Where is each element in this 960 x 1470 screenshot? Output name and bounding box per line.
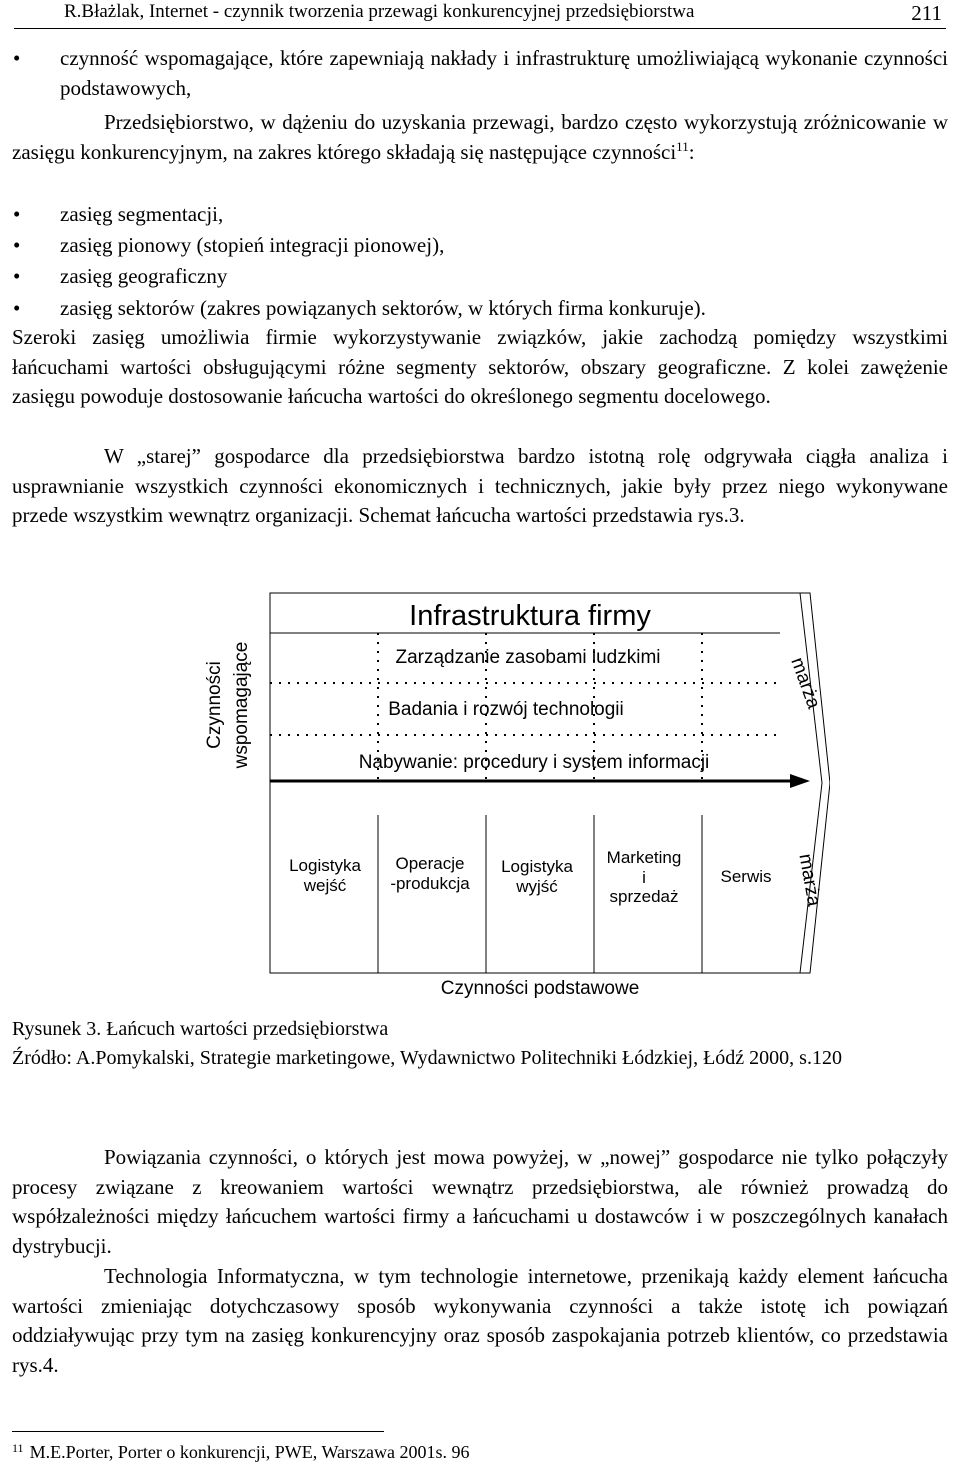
primary-activities-label: Czynności podstawowe — [440, 978, 640, 999]
footnote-mark: 11 — [12, 1441, 24, 1455]
paragraph-wide-scope: Szeroki zasięg umożliwia firmie wykorzystywanie związków, jakie zachodzą pomiędzy wszystkimi łańcuchami wartości obsługującymi różne segmenty sektorów, obszary geograficzne. Z kolei zawężenie zasięgu powoduje dostosowanie łańcucha wartości do określonego segmentu docelowego. — [12, 325, 948, 408]
primary-activity-label: Logistyka — [289, 856, 361, 875]
bullet-support-activities: czynność wspomagające, które zapewniają nakłady i infrastrukturę umożliwiającą wykonanie czynności podstawowych, — [60, 46, 948, 100]
paragraph-old-economy: W „starej” gospodarce dla przedsiębiorstwa bardzo istotną rolę odgrywała ciągła analiza i usprawnianie wszystkich czynności ekonomicznych i technicznych, jakie były przez niego wykonywane przede wszystkim wewnątrz organizacji. Schemat łańcucha wartości przedstawia rys.3. — [12, 444, 948, 527]
page-number: 211 — [911, 1, 942, 25]
chain-arrowhead — [790, 774, 810, 788]
margin-label-bottom: marża — [794, 852, 825, 908]
footnote — [12, 1441, 469, 1463]
hr-label: Zarządzanie zasobami ludzkimi — [395, 647, 661, 668]
primary-activity-label: i — [642, 868, 646, 887]
primary-activity-label: Serwis — [720, 867, 772, 886]
bullet-icon: • — [13, 264, 21, 288]
bullet-icon: • — [13, 233, 21, 257]
scope-item: zasięg segmentacji, — [60, 202, 224, 226]
margin-label-top: marża — [786, 654, 825, 712]
primary-activity-label: -produkcja — [390, 874, 470, 893]
bullet-icon: • — [13, 202, 21, 226]
primary-activity-label: Operacje — [395, 854, 465, 873]
scope-item: zasięg pionowy (stopień integracji pionowej), — [60, 233, 445, 257]
primary-activity-label: wejść — [303, 876, 347, 895]
figure-source: Źródło: A.Pomykalski, Strategie marketingowe, Wydawnictwo Politechniki Łódzkiej, Łódź 2000, s.120 — [12, 1047, 842, 1069]
bullet-icon: • — [13, 46, 21, 70]
paragraph-scope-intro-end: : — [688, 139, 695, 164]
footnote-text: M.E.Porter, Porter o konkurencji, PWE, Warszawa 2001s. 96 — [29, 1442, 470, 1462]
figure-caption: Rysunek 3. Łańcuch wartości przedsiębiorstwa — [12, 1018, 389, 1040]
primary-activity-label: Logistyka — [501, 857, 573, 876]
footnote-ref: 11 — [676, 138, 689, 154]
infrastructure-label: Infrastruktura firmy — [409, 600, 651, 632]
support-activities-label-line2: wspomagające — [231, 641, 252, 769]
primary-activity-label: wyjść — [516, 877, 558, 896]
support-activities-label-line1: Czynności — [204, 661, 225, 749]
paragraph-new-economy: Powiązania czynności, o których jest mowa powyżej, w „nowej” gospodarce nie tylko połączyły procesy związane z kreowaniem wartości wewnątrz przedsiębiorstwa, ale również prowadzą do współzależności między łańcuchem wartości firmy a łańcuchami u dostawców i w poszczególnych kanałach dystrybucji. — [12, 1145, 948, 1258]
paragraph-scope-intro-text: Przedsiębiorstwo, w dążeniu do uzyskania przewagi, bardzo często wykorzystują zróżnicowanie w zasięgu konkurencyjnym, na zakres którego składają się następujące czynności — [12, 110, 948, 164]
scope-item: zasięg sektorów (zakres powiązanych sektorów, w których firma konkuruje). — [60, 296, 706, 320]
primary-activity-label: sprzedaż — [609, 887, 679, 906]
running-title: R.Błażlak, Internet - czynnik tworzenia przewagi konkurencyjnej przedsiębiorstwa — [64, 1, 695, 22]
footnote-rule — [12, 1431, 384, 1432]
procurement-label: Nabywanie: procedury i system informacji — [358, 752, 710, 773]
value-chain-diagram — [190, 585, 830, 1005]
bullet-icon: • — [13, 296, 21, 320]
running-header — [14, 0, 946, 29]
paragraph-it: Technologia Informatyczna, w tym technologie internetowe, przenikają każdy element łańcucha wartości zmieniając dotychczasowy sposób wykonywania czynności a także istotę ich powiązań oddziaływując przy tym na zasięg konkurencyjny oraz sposób zaspokajania potrzeb klientów, co przedstawia rys.4. — [12, 1264, 948, 1377]
rnd-label: Badania i rozwój technologii — [388, 699, 624, 720]
scope-item: zasięg geograficzny — [60, 264, 228, 288]
primary-activity-label: Marketing — [606, 848, 682, 867]
paragraph-scope-intro — [12, 108, 948, 167]
